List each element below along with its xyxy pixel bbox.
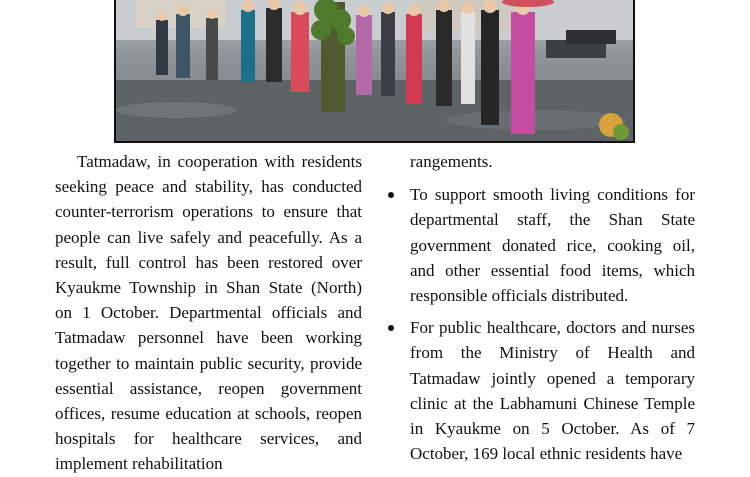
article-paragraph: Tatmadaw, in cooperation with residents seeking peace and stability, has conducted counter-terrorism operations to ensure that people can live safely and peacefully. As a result, full control has been restored over Kyaukme Township in Shan State (North) on 1 October. Departmental officials and Tatmadaw personnel have been working together to maintain public security, provide essential assistance, reopen government offices, resume education at schools, reopen hospitals for healthcare services, and implement rehabilitation — [55, 152, 362, 474]
bullet-item — [388, 315, 695, 466]
bullet-dot-icon — [388, 325, 394, 331]
continued-text-fragment: rangements. — [410, 152, 493, 171]
article-left-column — [55, 149, 362, 477]
bullet-item — [388, 182, 695, 308]
bullet-text: To support smooth living conditions for departmental staff, the Shan State government donated rice, cooking oil, and other essential food items, which responsible officials distributed. — [410, 185, 695, 306]
news-photo — [114, 0, 635, 143]
bullet-dot-icon — [388, 192, 394, 198]
bullet-text: For public healthcare, doctors and nurses from the Ministry of Health and Tatmadaw jointly opened a temporary clinic at the Labhamuni Chinese Temple in Kyaukme on 5 October. As of 7 October, 169 local ethnic residents have — [410, 318, 695, 464]
news-photo-icon — [116, 0, 633, 141]
article-right-column — [388, 149, 695, 473]
